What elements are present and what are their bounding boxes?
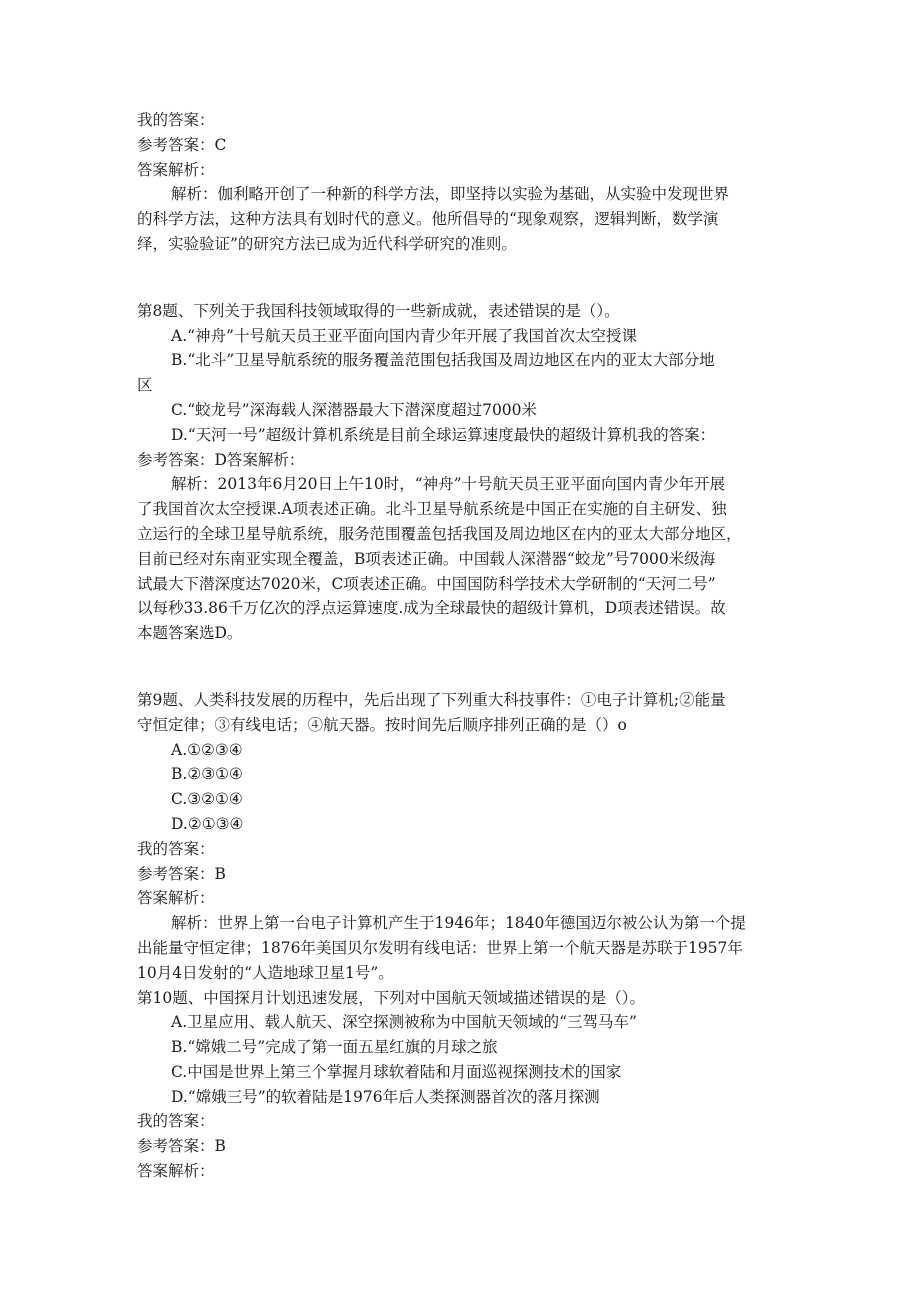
question-10-stem: 第10题、中国探月计划迅速发展，下列对中国航天领域描述错误的是（）。: [137, 988, 645, 1007]
q8-analysis-line: 了我国首次太空授课.A项表述正确。北斗卫星导航系统是中国正在实施的自主研发、独: [137, 500, 727, 519]
q9-analysis-line: 10月4日发射的“人造地球卫星1号”。: [137, 963, 394, 982]
q10-reference-answer: 参考答案：B: [137, 1137, 226, 1156]
reference-answer: 参考答案：C: [137, 135, 227, 154]
q8-analysis-line: 解析：2013年6月20日上午10时，“神舟”十号航天员王亚平面向国内青少年开展: [171, 475, 726, 494]
q8-analysis-line: 本题答案选D。: [137, 624, 243, 643]
q8-reference-answer: 参考答案：D答案解析：: [137, 450, 305, 469]
question-9-stem-cont: 守恒定律；③有线电话；④航天器。按时间先后顺序排列正确的是（）o: [137, 715, 627, 734]
q8-analysis-line: 以每秒33.86千万亿次的浮点运算速度.成为全球最快的超级计算机，D项表述错误。故: [137, 599, 726, 618]
q8-analysis-line: 目前已经对东南亚实现全覆盖，B项表述正确。中国载人深潜器“蛟龙”号7000米级海: [137, 549, 716, 568]
q9-reference-answer: 参考答案：B: [137, 864, 226, 883]
q9-analysis-label: 答案解析：: [137, 889, 215, 908]
analysis-line: 解析：伽利略开创了一种新的科学方法，即坚持以实验为基础，从实验中发现世界: [171, 185, 730, 204]
q8-option-a: A.“神舟”十号航天员王亚平面向国内青少年开展了我国首次太空授课: [171, 326, 637, 345]
q8-analysis-line: 试最大下潜深度达7020米，C项表述正确。中国国防科学技术大学研制的“天河二号”: [137, 574, 716, 593]
q8-option-b-cont: 区: [137, 376, 153, 395]
q9-option-a: A.①②③④: [171, 740, 243, 759]
my-answer-label: 我的答案：: [137, 111, 215, 129]
q9-option-d: D.②①③④: [171, 814, 244, 833]
q9-option-b: B.②③①④: [171, 765, 243, 784]
analysis-line: 的科学方法，这种方法具有划时代的意义。他所倡导的“现象观察，逻辑判断，数学演: [137, 210, 719, 229]
q8-option-d: D.“天河一号”超级计算机系统是目前全球运算速度最快的超级计算机我的答案：: [171, 425, 716, 444]
q10-option-d: D.“嫦娥三号”的软着陆是1976年后人类探测器首次的落月探测: [171, 1087, 600, 1106]
document-page: [137, 108, 797, 1184]
q10-option-b: B.“嫦娥二号”完成了第一面五星红旗的月球之旅: [171, 1038, 498, 1057]
analysis-label: 答案解析：: [137, 160, 215, 179]
q10-my-answer-label: 我的答案：: [137, 1112, 215, 1131]
q10-option-a: A.卫星应用、载人航天、深空探测被称为中国航天领域的“三驾马车”: [171, 1013, 637, 1032]
q8-option-c: C.“蛟龙号”深海载人深潜器最大下潜深度超过7000米: [171, 400, 538, 419]
q9-analysis-line: 解析：世界上第一台电子计算机产生于1946年；1840年德国迈尔被公认为第一个提: [171, 914, 746, 933]
question-9-stem: 第9题、人类科技发展的历程中，先后出现了下列重大科技事件：①电子计算机;②能量: [137, 690, 726, 709]
q8-option-b: B.“北斗”卫星导航系统的服务覆盖范围包括我国及周边地区在内的亚太大部分地: [171, 351, 715, 370]
q10-analysis-label: 答案解析：: [137, 1162, 215, 1181]
q10-option-c: C.中国是世界上第三个掌握月球软着陆和月面巡视探测技术的国家: [171, 1062, 622, 1081]
question-8-stem: 第8题、下列关于我国科技领域取得的一些新成就，表述错误的是（）。: [137, 301, 620, 320]
analysis-line: 绎，实验验证”的研究方法已成为近代科学研究的准则。: [137, 234, 517, 253]
q8-analysis-line: 立运行的全球卫星导航系统，服务范围覆盖包括我国及周边地区在内的亚太大部分地区，: [137, 524, 742, 543]
q9-my-answer-label: 我的答案：: [137, 839, 215, 858]
q9-analysis-line: 出能量守恒定律；1876年美国贝尔发明有线电话：世界上第一个航天器是苏联于1957年: [137, 938, 743, 957]
q9-option-c: C.③②①④: [171, 790, 243, 809]
